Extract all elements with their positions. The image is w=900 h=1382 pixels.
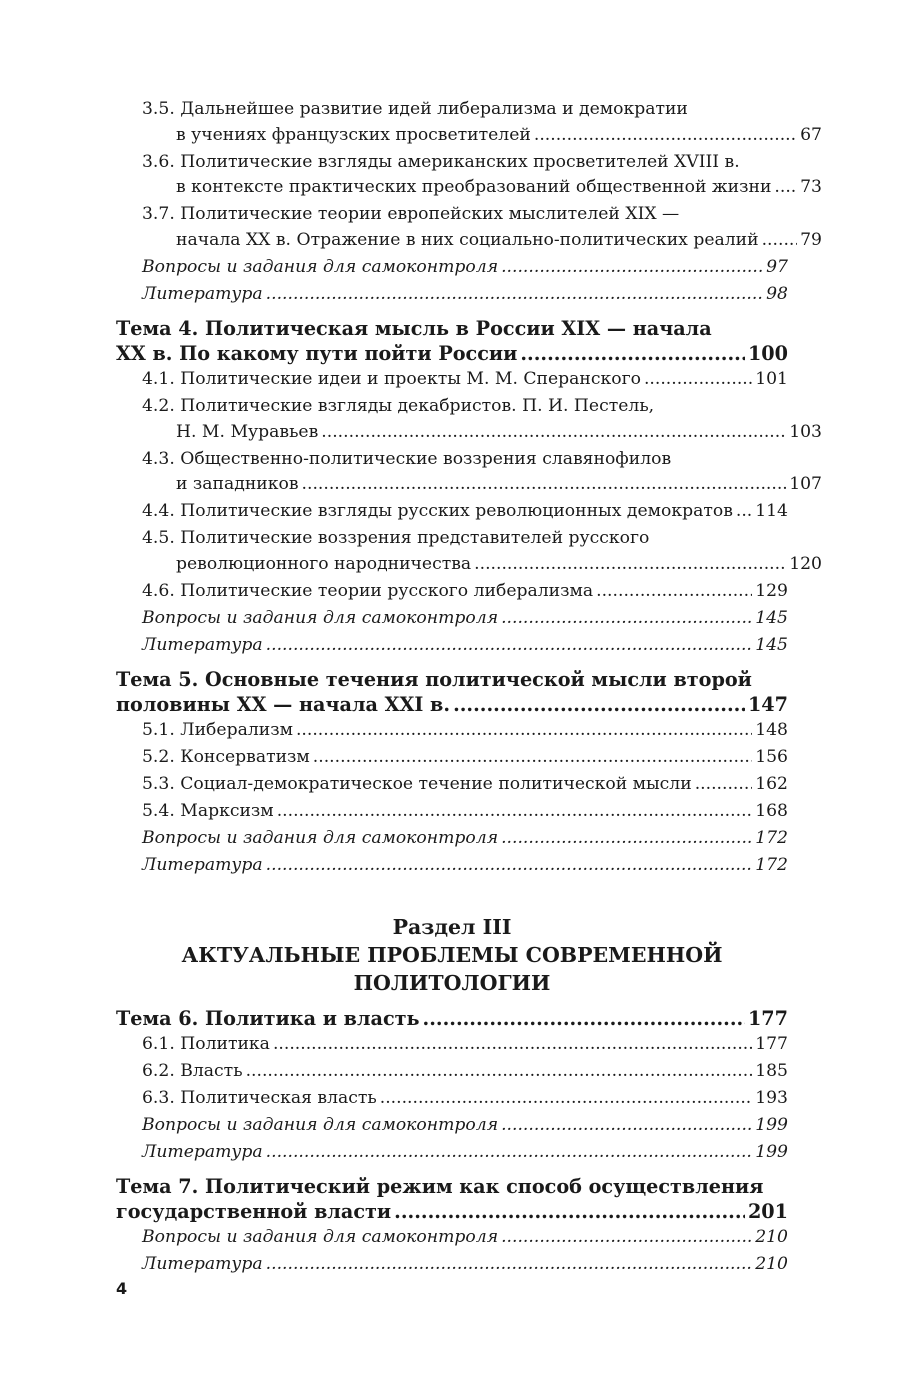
toc-entry-leader-line [142, 282, 788, 308]
toc-aux-entry[interactable] [116, 1140, 788, 1166]
toc-subsection-entry[interactable] [116, 97, 822, 148]
toc-entry-leader-line [142, 606, 788, 632]
toc-entry-title: 6.1. Политика [142, 1033, 270, 1054]
page-number: 4 [116, 1279, 128, 1298]
toc-entry-leader-line [142, 1113, 788, 1139]
dot-leader [302, 472, 787, 498]
toc-entry-leader-line [142, 799, 788, 825]
toc-page-number: 73 [800, 177, 822, 197]
toc-entry-first-line: Тема 5. Основные течения политической мысли второй [116, 668, 752, 691]
toc-entry-first-line: 4.2. Политические взгляды декабристов. П. И. Пестель, [142, 396, 655, 416]
toc-subsection-entry[interactable] [116, 1086, 788, 1112]
toc-entry-title: Литература [142, 1254, 263, 1274]
toc-entry-leader-line [142, 1032, 788, 1058]
dot-leader [644, 367, 752, 393]
toc-subsection-entry[interactable] [116, 367, 788, 393]
toc-entry-leader-line [142, 633, 788, 659]
dot-leader [501, 606, 752, 632]
table-of-contents [116, 97, 822, 1278]
dot-leader [313, 745, 752, 771]
toc-entry-title: Литература [142, 283, 263, 304]
toc-entry-leader-line [142, 1086, 788, 1112]
toc-entry-title: 6.2. Власть [142, 1060, 243, 1081]
toc-page-number: 79 [800, 229, 822, 250]
toc-entry-leader-line [142, 228, 822, 254]
toc-entry-title: 5.3. Социал-демократическое течение политической мысли [142, 774, 692, 794]
toc-entry-leader-line [142, 853, 788, 879]
toc-subsection-entry[interactable] [116, 1032, 788, 1058]
toc-entry-title: Литература [142, 855, 263, 875]
toc-page-number: 172 [755, 855, 788, 875]
toc-page-number: 145 [755, 607, 788, 628]
dot-leader [695, 772, 753, 798]
toc-page-number: 148 [755, 720, 788, 740]
toc-entry-leader-line [142, 255, 788, 281]
toc-entry-title: в учениях французских просветителей [176, 124, 531, 145]
toc-entry-title: Н. М. Муравьев [176, 421, 319, 442]
dot-leader [762, 228, 798, 254]
dot-leader [266, 633, 753, 659]
toc-entry-leader-line [142, 175, 822, 201]
toc-page-number: 168 [755, 801, 788, 821]
toc-aux-entry[interactable] [116, 606, 788, 632]
toc-entry-title: Вопросы и задания для самоконтроля [142, 607, 499, 628]
toc-entry-leader-line [142, 579, 788, 605]
toc-aux-entry[interactable] [116, 255, 788, 281]
toc-page-number: 210 [755, 1227, 788, 1247]
toc-entry-title: Вопросы и задания для самоконтроля [142, 828, 499, 848]
dot-leader [501, 255, 763, 281]
toc-entry-leader-line [142, 420, 822, 446]
toc-subsection-entry[interactable] [116, 202, 822, 253]
dot-leader [474, 552, 786, 578]
toc-entry-title: Вопросы и задания для самоконтроля [142, 1114, 499, 1135]
dot-leader [394, 1199, 745, 1224]
toc-entry-title: 5.2. Консерватизм [142, 747, 310, 767]
dot-leader [453, 692, 745, 717]
dot-leader [266, 1140, 753, 1166]
toc-entry-title: государственной власти [116, 1200, 392, 1223]
toc-entry-leader-line [142, 499, 788, 525]
toc-page-number: 185 [755, 1060, 788, 1081]
toc-entry-leader-line [142, 1252, 788, 1278]
dot-leader [501, 1113, 752, 1139]
dot-leader [501, 1225, 752, 1251]
toc-entry-title: 5.4. Марксизм [142, 801, 274, 821]
toc-entry-title: 4.1. Политические идеи и проекты М. М. Сперанского [142, 369, 641, 389]
toc-subsection-entry[interactable] [116, 526, 822, 577]
toc-page-number: 210 [755, 1254, 788, 1274]
section-heading-line: АКТУАЛЬНЫЕ ПРОБЛЕМЫ СОВРЕМЕННОЙ [181, 942, 723, 967]
section-heading [116, 913, 788, 997]
dot-leader [246, 1059, 753, 1085]
toc-topic-entry[interactable] [116, 1006, 788, 1031]
dot-leader [266, 282, 763, 308]
toc-page-number: 156 [755, 747, 788, 767]
toc-page-number: 114 [755, 501, 788, 521]
toc-aux-entry[interactable] [116, 826, 788, 852]
toc-entry-first-line: 4.5. Политические воззрения представителей русского [142, 528, 650, 548]
toc-page-number: 120 [789, 553, 822, 574]
toc-subsection-entry[interactable] [116, 1059, 788, 1085]
toc-entry-title: в контексте практических преобразований общественной жизни [176, 177, 772, 197]
dot-leader [423, 1006, 745, 1031]
toc-entry-title: и западников [176, 474, 299, 494]
toc-entry-first-line: Тема 7. Политический режим как способ осуществления [116, 1175, 764, 1198]
toc-topic-entry[interactable] [116, 667, 788, 717]
toc-entry-leader-line [142, 745, 788, 771]
toc-entry-first-line: 4.3. Общественно-политические воззрения славянофилов [142, 448, 672, 469]
toc-subsection-entry[interactable] [116, 718, 788, 744]
dot-leader [266, 853, 753, 879]
toc-page-number: 100 [747, 342, 788, 365]
toc-entry-first-line: 3.7. Политические теории европейских мыслителей XIX — [142, 204, 680, 224]
dot-leader [321, 420, 786, 446]
toc-page-number: 103 [789, 421, 822, 442]
toc-entry-title: 6.3. Политическая власть [142, 1087, 377, 1108]
toc-subsection-entry[interactable] [116, 447, 822, 498]
toc-page-number: 98 [766, 283, 788, 304]
dot-leader [296, 718, 752, 744]
toc-page-number: 145 [755, 634, 788, 655]
toc-subsection-entry[interactable] [116, 394, 822, 445]
section-heading-line: ПОЛИТОЛОГИИ [353, 970, 551, 995]
toc-entry-leader-line [142, 472, 822, 498]
toc-entry-first-line: 3.5. Дальнейшее развитие идей либерализма и демократии [142, 99, 688, 119]
toc-page-number: 107 [789, 474, 822, 494]
toc-subsection-entry[interactable] [116, 745, 788, 771]
toc-page-number: 199 [755, 1141, 788, 1162]
toc-entry-leader-line [142, 1140, 788, 1166]
dot-leader [520, 341, 745, 366]
toc-entry-title: Вопросы и задания для самоконтроля [142, 256, 499, 277]
toc-entry-first-line: 3.6. Политические взгляды американских просветителей XVIII в. [142, 151, 740, 172]
toc-page-number: 129 [755, 580, 788, 601]
toc-entry-leader-line [142, 826, 788, 852]
toc-page-number: 177 [747, 1006, 788, 1030]
toc-entry-leader-line [116, 1199, 788, 1224]
toc-entry-title: Литература [142, 634, 263, 655]
toc-page-number: 101 [755, 369, 788, 389]
toc-subsection-entry[interactable] [116, 150, 822, 201]
toc-entry-title: Вопросы и задания для самоконтроля [142, 1227, 499, 1247]
toc-page-number: 172 [755, 828, 788, 848]
toc-subsection-entry[interactable] [116, 499, 788, 525]
toc-entry-title: Литература [142, 1141, 263, 1162]
dot-leader [736, 499, 752, 525]
toc-topic-entry[interactable] [116, 316, 788, 366]
toc-aux-entry[interactable] [116, 633, 788, 659]
toc-page-number: 193 [755, 1087, 788, 1108]
toc-page-number: 199 [755, 1114, 788, 1135]
toc-aux-entry[interactable] [116, 853, 788, 879]
toc-aux-entry[interactable] [116, 282, 788, 308]
dot-leader [596, 579, 752, 605]
toc-page-number: 201 [747, 1200, 788, 1223]
toc-page-number: 162 [755, 774, 788, 794]
dot-leader [774, 175, 797, 201]
toc-page-number: 177 [755, 1033, 788, 1054]
toc-entry-title: XX в. По какому пути пойти России [116, 342, 518, 365]
dot-leader [534, 123, 797, 149]
toc-subsection-entry[interactable] [116, 579, 788, 605]
dot-leader [380, 1086, 752, 1112]
toc-entry-leader-line [142, 1225, 788, 1251]
toc-topic-entry[interactable] [116, 1174, 788, 1224]
toc-subsection-entry[interactable] [116, 772, 788, 798]
toc-entry-leader-line [116, 692, 788, 717]
dot-leader [277, 799, 753, 825]
toc-entry-title: 5.1. Либерализм [142, 720, 293, 740]
toc-entry-leader-line [142, 772, 788, 798]
toc-aux-entry[interactable] [116, 1225, 788, 1251]
toc-entry-leader-line [142, 1059, 788, 1085]
toc-entry-title: 4.4. Политические взгляды русских революционных демократов [142, 501, 733, 521]
toc-entry-leader-line [142, 552, 822, 578]
toc-entry-leader-line [116, 1006, 788, 1031]
dot-leader [266, 1252, 753, 1278]
toc-entry-title: 4.6. Политические теории русского либерализма [142, 580, 594, 601]
toc-aux-entry[interactable] [116, 1113, 788, 1139]
toc-aux-entry[interactable] [116, 1252, 788, 1278]
toc-entry-leader-line [142, 718, 788, 744]
toc-entry-title: революционного народничества [176, 553, 472, 574]
dot-leader [501, 826, 752, 852]
toc-entry-title: половины XX — начала XXI в. [116, 693, 451, 716]
dot-leader [273, 1032, 752, 1058]
toc-page-number: 97 [766, 256, 788, 277]
toc-entry-title: Тема 6. Политика и власть [116, 1006, 420, 1030]
toc-entry-title: начала XX в. Отражение в них социально-политических реалий [176, 229, 759, 250]
toc-page-number: 147 [747, 693, 788, 716]
toc-entry-leader-line [116, 341, 788, 366]
section-heading-line: Раздел III [392, 914, 512, 939]
toc-subsection-entry[interactable] [116, 799, 788, 825]
toc-entry-first-line: Тема 4. Политическая мысль в России XIX — начала [116, 317, 712, 340]
toc-page-number: 67 [800, 124, 822, 145]
toc-entry-leader-line [142, 367, 788, 393]
toc-entry-leader-line [142, 123, 822, 149]
